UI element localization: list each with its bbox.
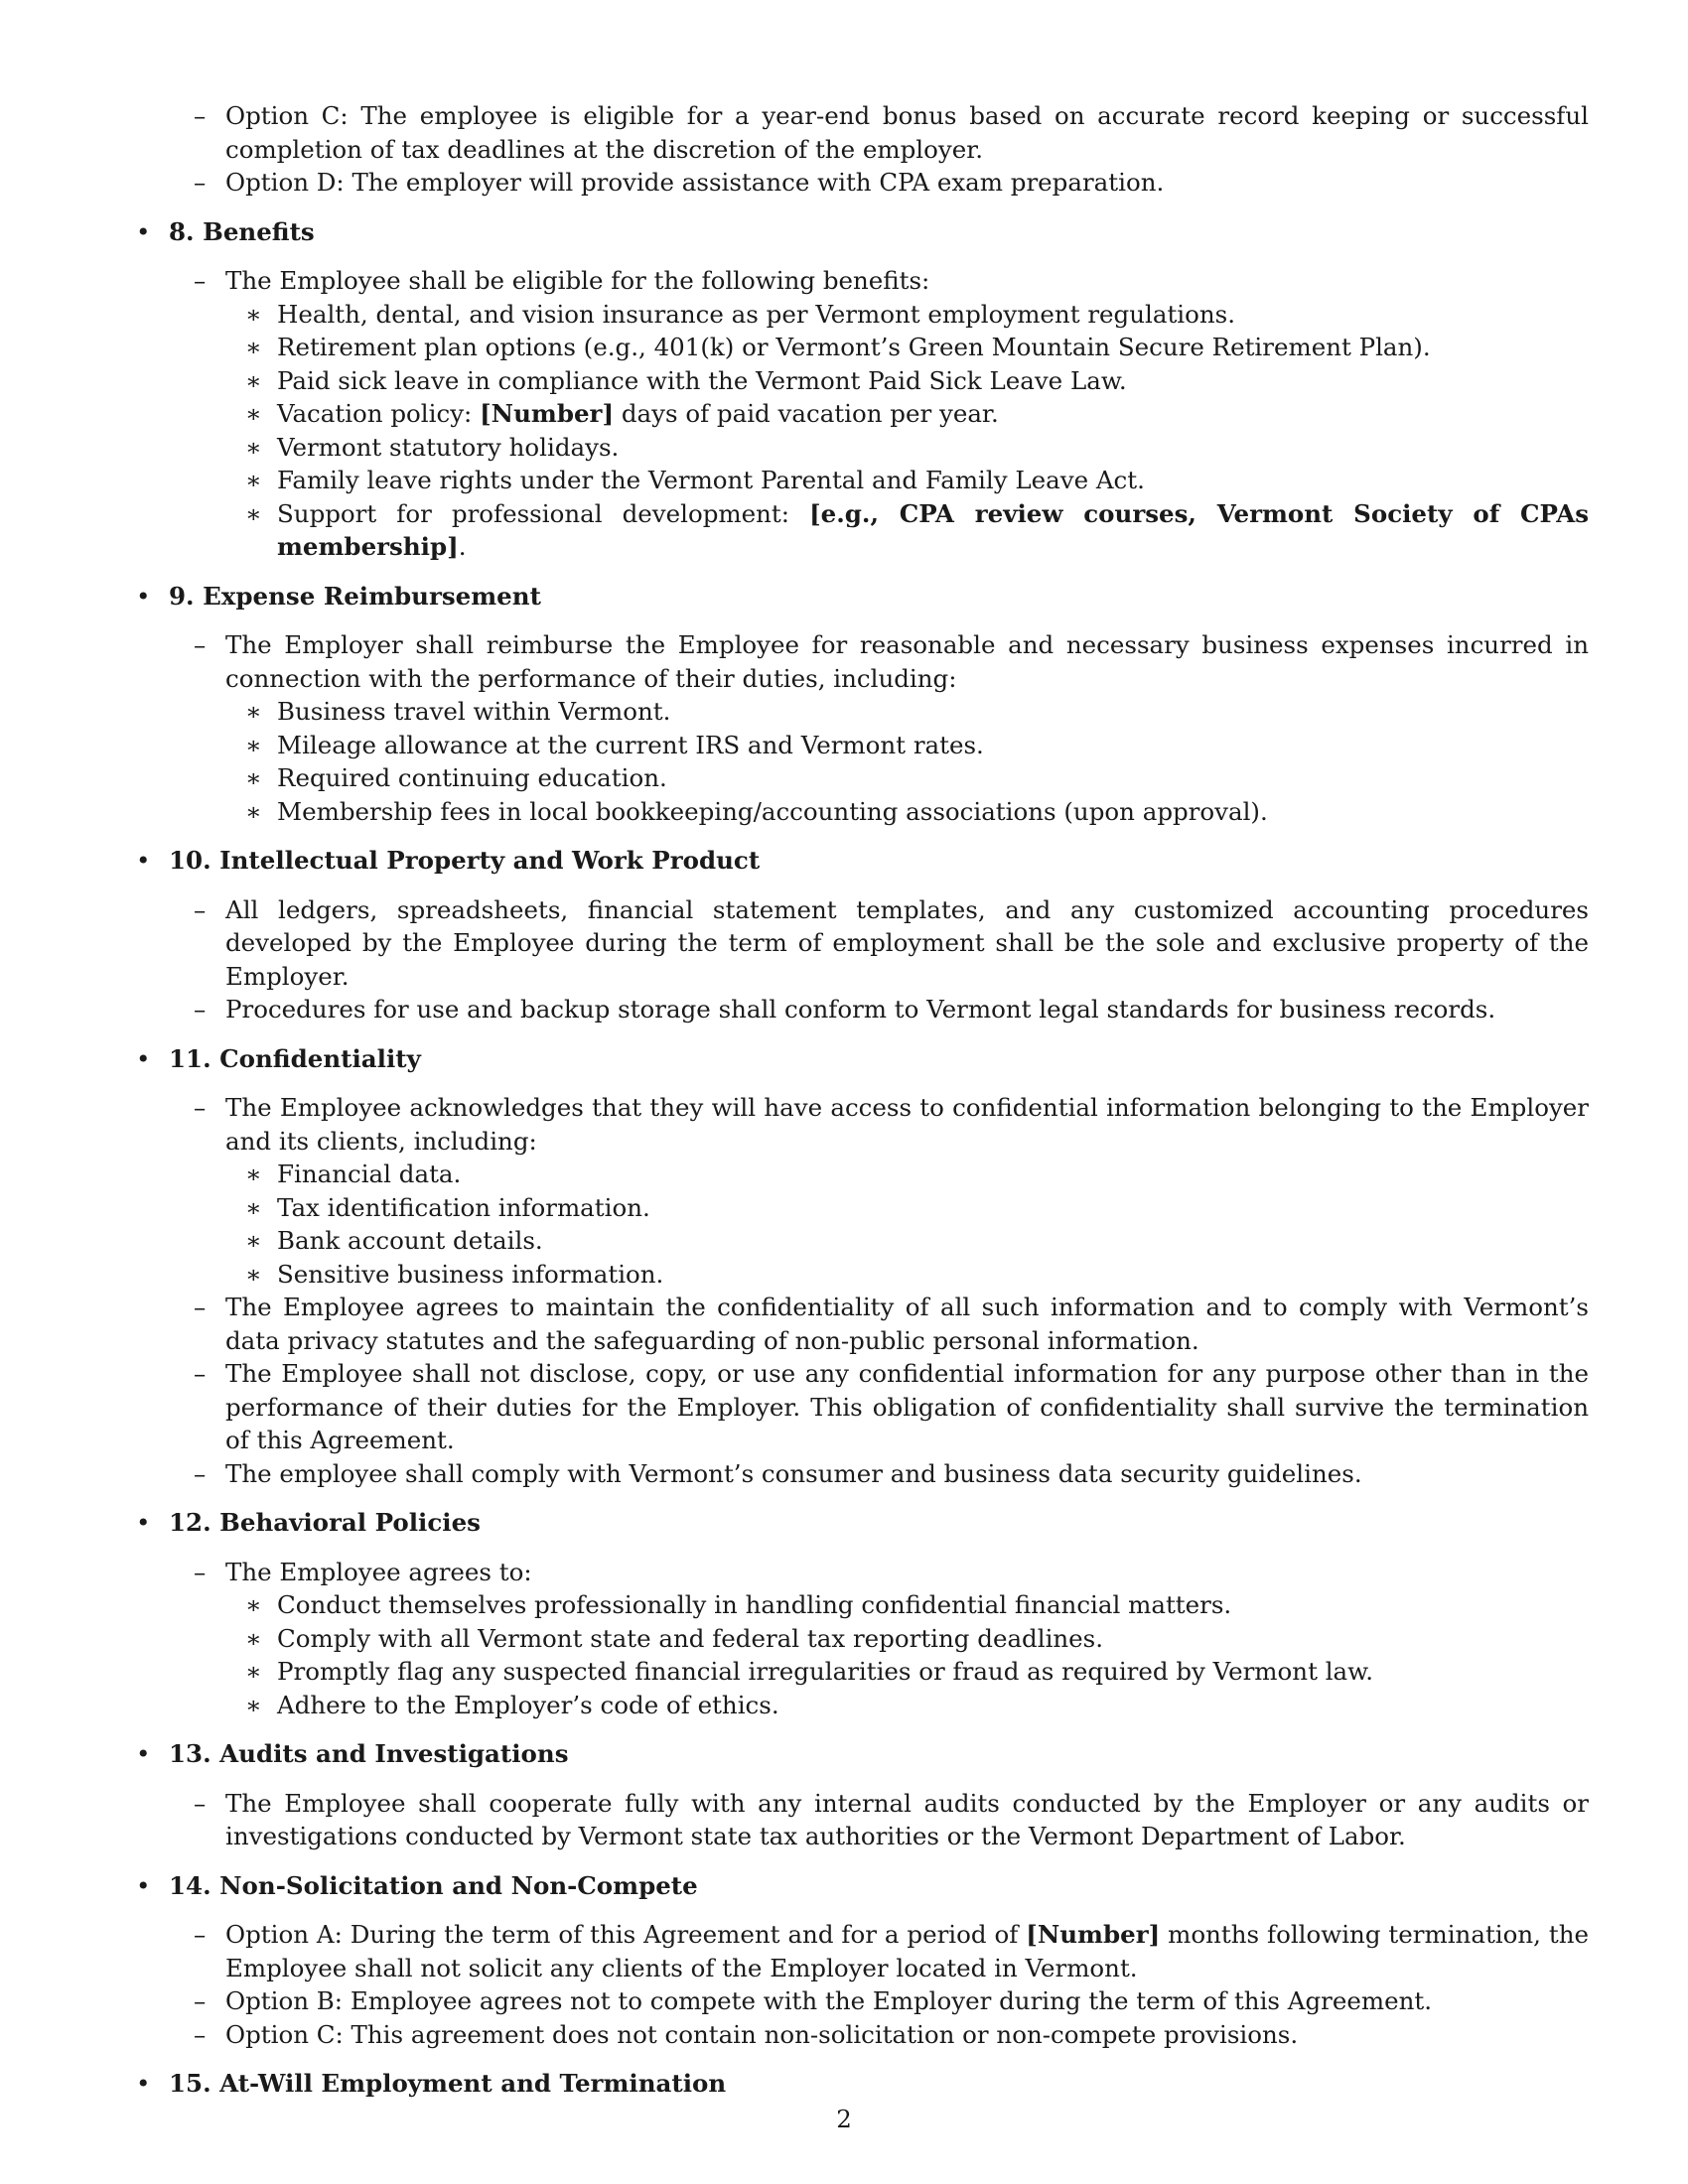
list-item bbox=[194, 1984, 1589, 2018]
list-item bbox=[194, 1787, 1589, 1853]
list-item bbox=[245, 729, 1589, 762]
list-item bbox=[194, 99, 1589, 166]
dash-list bbox=[194, 1787, 1589, 1853]
benefits-intro: The Employee shall be eligible for the following benefits: bbox=[225, 266, 930, 295]
benefit-item: Health, dental, and vision insurance as per Vermont employment regulations. bbox=[277, 299, 1236, 329]
benefit-item: Paid sick leave in compliance with the Vermont Paid Sick Leave Law. bbox=[277, 365, 1127, 395]
list-item bbox=[245, 1622, 1589, 1656]
confidential-item: Financial data. bbox=[277, 1160, 462, 1188]
bullet-marker: • bbox=[136, 1870, 151, 1900]
bullet-marker: • bbox=[136, 2069, 151, 2098]
dash-marker: – bbox=[194, 1986, 207, 2015]
list-item bbox=[245, 464, 1589, 497]
star-marker: ∗ bbox=[245, 299, 262, 329]
star-marker: ∗ bbox=[245, 1259, 262, 1289]
list-item bbox=[245, 1588, 1589, 1622]
star-marker: ∗ bbox=[245, 1657, 262, 1686]
expense-item: Mileage allowance at the current IRS and Vermont rates. bbox=[277, 730, 984, 759]
star-list bbox=[245, 1588, 1589, 1721]
dash-marker: – bbox=[194, 1788, 207, 1818]
dash-list bbox=[194, 628, 1589, 828]
list-item bbox=[245, 761, 1589, 795]
list-item bbox=[194, 2018, 1589, 2052]
benefit-item-vacation bbox=[277, 397, 1589, 431]
star-marker: ∗ bbox=[245, 763, 262, 792]
bullet-marker: • bbox=[136, 1739, 151, 1768]
dash-marker: – bbox=[194, 101, 207, 130]
audit-item: The Employee shall cooperate fully with any internal audits conducted by the Employer or any audits or investigations conducted by Vermont state tax authorities or the Vermont Department of Labor. bbox=[225, 1788, 1589, 1850]
list-item bbox=[245, 331, 1589, 364]
section-title: 12. Behavioral Policies bbox=[169, 1508, 481, 1537]
star-marker: ∗ bbox=[245, 1623, 262, 1653]
list-item bbox=[245, 1258, 1589, 1292]
bullet-marker: • bbox=[136, 216, 151, 246]
confidential-item: Tax identification information. bbox=[277, 1192, 650, 1222]
list-item bbox=[194, 1291, 1589, 1357]
list-item bbox=[245, 1655, 1589, 1689]
confidential-item: Sensitive business information. bbox=[277, 1259, 664, 1289]
list-item bbox=[194, 628, 1589, 828]
dash-list bbox=[194, 1091, 1589, 1490]
star-marker: ∗ bbox=[245, 1226, 262, 1255]
bullet-marker: • bbox=[136, 1043, 151, 1073]
dash-list bbox=[194, 1556, 1589, 1722]
dash-marker: – bbox=[194, 266, 207, 295]
option-a-placeholder: [Number] bbox=[1026, 1920, 1161, 1949]
list-item bbox=[245, 1224, 1589, 1258]
star-marker: ∗ bbox=[245, 365, 262, 395]
list-item bbox=[245, 397, 1589, 431]
option-c-text: Option C: This agreement does not contain non-solicitation or non-compete provisions. bbox=[225, 2019, 1299, 2049]
behavioral-intro: The Employee agrees to: bbox=[225, 1557, 532, 1586]
dash-list bbox=[194, 893, 1589, 1026]
section-title: 8. Benefits bbox=[169, 216, 315, 246]
expense-intro: The Employer shall reimburse the Employee for reasonable and necessary business expenses incurred in connection with the performance of their duties, including: bbox=[225, 630, 1589, 693]
dash-marker: – bbox=[194, 2019, 207, 2049]
list-item bbox=[245, 1689, 1589, 1722]
dash-marker: – bbox=[194, 1359, 207, 1388]
dash-marker: – bbox=[194, 894, 207, 924]
list-item bbox=[194, 1556, 1589, 1722]
section-audits bbox=[134, 1737, 1589, 1853]
page-number: 2 bbox=[836, 2105, 852, 2133]
confidentiality-clause: The Employee shall not disclose, copy, or use any confidential information for any purpose other than in the performance of their duties for the Employer. This obligation of confidentiality shall survive the termination of this Agreement. bbox=[225, 1359, 1589, 1454]
bullet-marker: • bbox=[136, 846, 151, 875]
dash-marker: – bbox=[194, 1458, 207, 1488]
confidential-item: Bank account details. bbox=[277, 1226, 543, 1255]
confidentiality-intro: The Employee acknowledges that they will have access to confidential information belonging to the Employer and its clients, including: bbox=[225, 1093, 1589, 1156]
benefit-item: Retirement plan options (e.g., 401(k) or Vermont’s Green Mountain Secure Retirement Plan). bbox=[277, 333, 1431, 361]
list-item bbox=[194, 1457, 1589, 1491]
star-marker: ∗ bbox=[245, 399, 262, 428]
section-intellectual-property bbox=[134, 844, 1589, 1026]
expense-item: Required continuing education. bbox=[277, 763, 667, 792]
support-pre: Support for professional development: bbox=[277, 498, 810, 528]
behavioral-item: Promptly flag any suspected financial irregularities or fraud as required by Vermont law. bbox=[277, 1657, 1373, 1686]
list-item bbox=[245, 364, 1589, 398]
star-marker: ∗ bbox=[245, 796, 262, 826]
star-marker: ∗ bbox=[245, 730, 262, 759]
section-benefits bbox=[134, 215, 1589, 564]
dash-marker: – bbox=[194, 1293, 207, 1321]
option-d-text: Option D: The employer will provide assistance with CPA exam preparation. bbox=[225, 168, 1165, 197]
section-title: 15. At-Will Employment and Termination bbox=[169, 2069, 727, 2098]
section-behavioral-policies bbox=[134, 1506, 1589, 1721]
continued-options bbox=[194, 99, 1589, 200]
expense-item: Membership fees in local bookkeeping/accounting associations (upon approval). bbox=[277, 796, 1268, 826]
option-a-post: months following termination, the Employee shall not solicit any clients of the Employer located in Vermont. bbox=[225, 1920, 1589, 1982]
section-non-solicitation bbox=[134, 1869, 1589, 2052]
list-item bbox=[194, 1091, 1589, 1291]
bullet-marker: • bbox=[136, 581, 151, 611]
vacation-placeholder: [Number] bbox=[480, 399, 615, 428]
star-marker: ∗ bbox=[245, 1590, 262, 1619]
section-at-will-employment bbox=[134, 2067, 1589, 2101]
section-title: 11. Confidentiality bbox=[169, 1043, 421, 1073]
dash-list bbox=[194, 1918, 1589, 2051]
list-item bbox=[194, 264, 1589, 564]
section-title: 14. Non-Solicitation and Non-Compete bbox=[169, 1870, 698, 1900]
dash-marker: – bbox=[194, 168, 207, 197]
document-content bbox=[134, 99, 1589, 2101]
section-confidentiality bbox=[134, 1042, 1589, 1491]
star-marker: ∗ bbox=[245, 697, 262, 726]
list-item bbox=[194, 993, 1589, 1026]
expense-item: Business travel within Vermont. bbox=[277, 697, 671, 726]
vacation-pre: Vacation policy: bbox=[277, 399, 481, 428]
section-title: 10. Intellectual Property and Work Product bbox=[169, 846, 761, 875]
ip-item: All ledgers, spreadsheets, financial statement templates, and any customized accounting procedures developed by the Employee during the term of employment shall be the sole and exclusive property of the Employer. bbox=[225, 894, 1589, 991]
support-post: . bbox=[458, 532, 467, 561]
section-title: 13. Audits and Investigations bbox=[169, 1739, 569, 1768]
support-placeholder: [e.g., CPA review courses, Vermont Society of CPAs membership] bbox=[277, 498, 1589, 561]
star-list bbox=[245, 298, 1589, 564]
list-item bbox=[245, 1158, 1589, 1191]
option-a-text bbox=[225, 1918, 1589, 1984]
list-item bbox=[194, 1918, 1589, 1984]
behavioral-item: Adhere to the Employer’s code of ethics. bbox=[277, 1690, 779, 1719]
option-c-text: Option C: The employee is eligible for a year-end bonus based on accurate record keeping or successful completion of tax deadlines at the discretion of the employer. bbox=[225, 101, 1589, 164]
benefit-item: Vermont statutory holidays. bbox=[277, 432, 620, 462]
star-marker: ∗ bbox=[245, 466, 262, 494]
section-title: 9. Expense Reimbursement bbox=[169, 581, 541, 611]
confidentiality-clause: The employee shall comply with Vermont’s consumer and business data security guidelines. bbox=[225, 1458, 1362, 1488]
vacation-post: days of paid vacation per year. bbox=[614, 399, 999, 428]
bullet-marker: • bbox=[136, 1508, 151, 1537]
dash-list bbox=[194, 264, 1589, 564]
dash-marker: – bbox=[194, 1093, 207, 1122]
list-item bbox=[245, 497, 1589, 564]
option-b-text: Option B: Employee agrees not to compete with the Employer during the term of this Agreement. bbox=[225, 1986, 1433, 2015]
ip-item: Procedures for use and backup storage shall conform to Vermont legal standards for business records. bbox=[225, 995, 1496, 1024]
star-marker: ∗ bbox=[245, 432, 262, 462]
star-marker: ∗ bbox=[245, 1690, 262, 1719]
star-marker: ∗ bbox=[245, 1160, 262, 1188]
benefit-item-support bbox=[277, 497, 1589, 564]
benefit-item: Family leave rights under the Vermont Parental and Family Leave Act. bbox=[277, 466, 1145, 494]
star-marker: ∗ bbox=[245, 333, 262, 361]
list-item bbox=[194, 1357, 1589, 1457]
list-item bbox=[245, 795, 1589, 829]
star-marker: ∗ bbox=[245, 1192, 262, 1222]
list-item bbox=[245, 1191, 1589, 1225]
star-marker: ∗ bbox=[245, 498, 262, 528]
behavioral-item: Conduct themselves professionally in handling confidential financial matters. bbox=[277, 1590, 1232, 1619]
dash-marker: – bbox=[194, 1557, 207, 1586]
sections-list bbox=[134, 215, 1589, 2101]
star-list bbox=[245, 695, 1589, 828]
list-item bbox=[245, 298, 1589, 332]
dash-marker: – bbox=[194, 630, 207, 659]
list-item bbox=[194, 893, 1589, 994]
confidentiality-clause: The Employee agrees to maintain the confidentiality of all such information and to comply with Vermont’s data privacy statutes and the safeguarding of non-public personal information. bbox=[225, 1293, 1589, 1355]
behavioral-item: Comply with all Vermont state and federal tax reporting deadlines. bbox=[277, 1623, 1104, 1653]
option-a-pre: Option A: During the term of this Agreement and for a period of bbox=[225, 1920, 1027, 1949]
dash-marker: – bbox=[194, 995, 207, 1024]
dash-marker: – bbox=[194, 1920, 207, 1949]
list-item bbox=[194, 166, 1589, 200]
star-list bbox=[245, 1158, 1589, 1291]
section-expense-reimbursement bbox=[134, 580, 1589, 829]
list-item bbox=[245, 695, 1589, 729]
list-item bbox=[245, 431, 1589, 465]
